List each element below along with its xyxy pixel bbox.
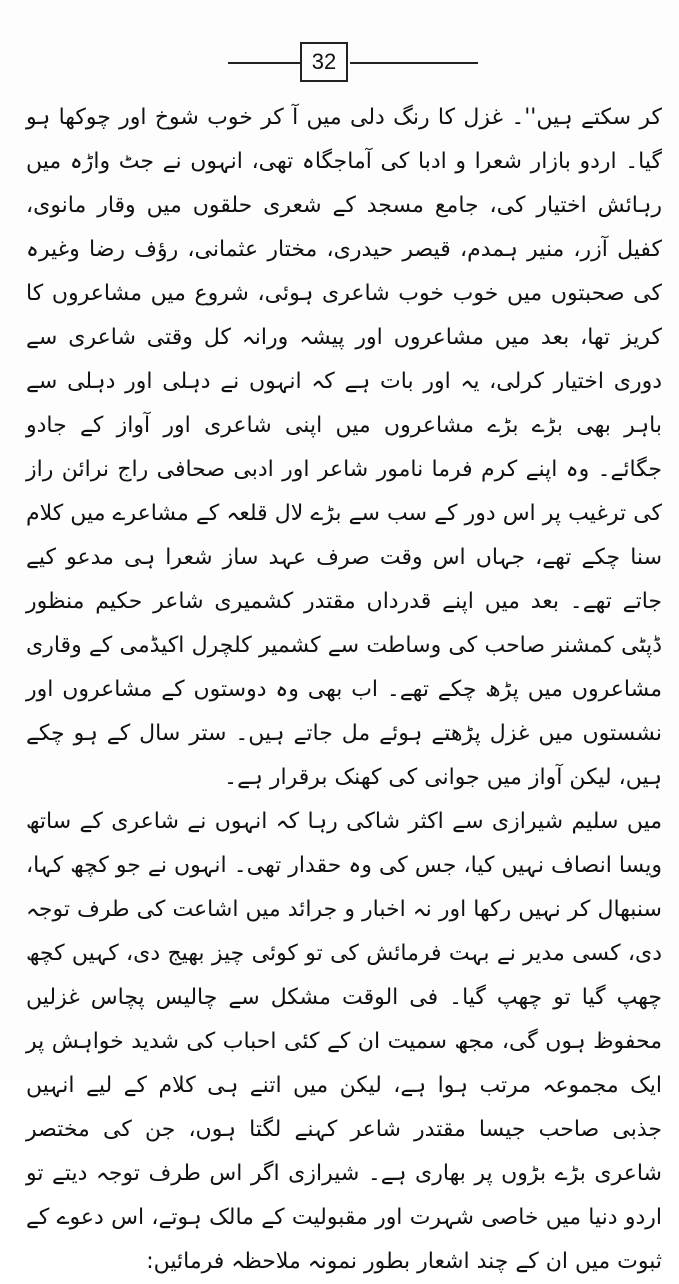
header-rule-left bbox=[228, 62, 300, 64]
page-header bbox=[0, 38, 679, 88]
page-number: 32 bbox=[300, 42, 348, 82]
paragraph: میں سلیم شیرازی سے اکثر شاکی رہا کہ انہوں نے شاعری کے ساتھ ویسا انصاف نہیں کیا، جس کی وہ حقدار تھی۔ انہوں نے جو کچھ کہا، سنبھال کر نہیں رکھا اور نہ اخبار و جرائد میں اشاعت کی طرف توجہ دی، کسی مدیر نے بہت فرمائش کی تو کوئی چیز بھیج دی، کہیں کچھ چھپ گیا تو چھپ گیا۔ فی الوقت مشکل سے چالیس پچاس غزلیں محفوظ ہوں گی، مجھ سمیت ان کے کئی احباب کی شدید خواہش پر ایک مجموعہ مرتب ہوا ہے، لیکن میں اتنے ہی کلام کے لیے انہیں جذبی صاحب جیسا مقتدر شاعر کہنے لگتا ہوں، جن کی مختصر شاعری بڑے بڑوں پر بھاری ہے۔ شیرازی اگر اس طرف توجہ دیتے تو اردو دنیا میں خاصی شہرت اور مقبولیت کے مالک ہوتے، اس دعوے کے ثبوت میں ان کے چند اشعار بطور نمونہ ملاحظہ فرمائیں: bbox=[26, 809, 662, 1274]
paragraph: کر سکتے ہیں''۔ غزل کا رنگ دلی میں آ کر خوب شوخ اور چوکھا ہو گیا۔ اردو بازار شعرا و ادبا کی آماجگاہ تھی، انہوں نے جٹ واڑہ میں رہائش اختیار کی، جامع مسجد کے شعری حلقوں میں وقار مانوی، کفیل آزر، منیر ہمدم، قیصر حیدری، مختار عثمانی، رؤف رضا وغیرہ کی صحبتوں میں خوب خوب شاعری ہوئی، شروع میں مشاعروں کا کریز تھا، بعد میں مشاعروں اور پیشہ ورانہ کل وقتی شاعری سے دوری اختیار کرلی، یہ اور بات ہے کہ انہوں نے دہلی اور دہلی سے باہر بھی بڑے بڑے مشاعروں میں اپنی شاعری اور آواز کے جادو جگائے۔ وہ اپنے کرم فرما نامور شاعر اور ادبی صحافی راج نرائن راز کی ترغیب پر اس دور کے سب سے بڑے لال قلعہ کے مشاعرے میں کلام سنا چکے تھے، جہاں اس وقت صرف عہد ساز شعرا ہی مدعو کیے جاتے تھے۔ بعد میں اپنے قدرداں مقتدر کشمیری شاعر حکیم منظور ڈپٹی کمشنر صاحب کی وساطت سے کشمیر کلچرل اکیڈمی کے وقاری مشاعروں میں پڑھ چکے تھے۔ اب بھی وہ دوستوں کے مشاعروں اور نشستوں میں غزل پڑھتے ہوئے مل جاتے ہیں۔ ستر سال کے ہو چکے ہیں، لیکن آواز میں جوانی کی کھنک برقرار ہے۔ bbox=[26, 105, 662, 790]
body-text bbox=[26, 96, 662, 1284]
header-rule-right bbox=[350, 62, 478, 64]
